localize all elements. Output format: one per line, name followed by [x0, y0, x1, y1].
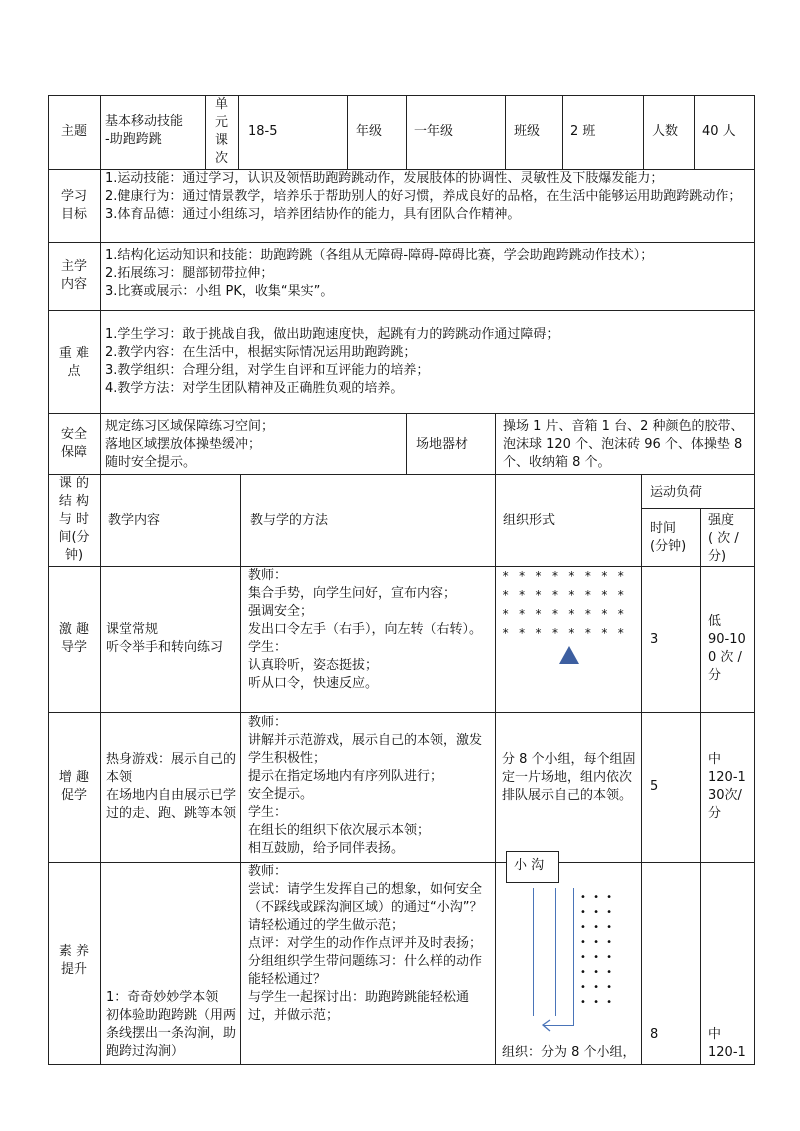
intensity-header: 强度 ( 次 / 分)	[708, 513, 739, 564]
stage-label: 素 养 提升	[58, 944, 90, 977]
grid-line	[48, 242, 755, 243]
ditch-line	[555, 888, 556, 1016]
grid-line	[505, 95, 506, 169]
method-text: 教师： 集合手势，向学生问好，宣布内容； 强调安全； 发出口令左手（右手），向左转（右转）。 学生： 认真聆听，姿态挺拔； 听从口令，快速反应。	[248, 568, 483, 691]
grid-line	[495, 413, 496, 474]
arrow-left-icon	[540, 1019, 552, 1032]
grid-line	[562, 95, 563, 169]
class-label: 班级	[514, 124, 541, 139]
grid-line	[48, 95, 49, 1064]
count-value: 40 人	[702, 124, 736, 139]
grid-line	[406, 413, 407, 474]
grid-line	[643, 95, 644, 169]
student-dots: • • • • • • • • • • • • • • • • • • • • • • • •	[580, 892, 615, 1008]
theme-value: 基本移动技能 -助跑跨跳	[105, 114, 184, 147]
count-label: 人数	[652, 124, 679, 139]
lane-line	[573, 888, 574, 1026]
unit-value: 18-5	[248, 124, 278, 139]
method-text: 教师： 讲解并示范游戏，展示自己的本领，激发学生积极性； 提示在指定场地内有序列队进行； 安全提示。 学生： 在组长的组织下依次展示本领； 相互鼓励，给予同伴表扬。	[248, 715, 483, 856]
grid-line	[238, 95, 239, 169]
grid-line	[694, 95, 695, 169]
intensity-value: 中 120-1 30次/ 分	[708, 752, 746, 821]
formation-row: * * * * * * * *	[502, 626, 626, 640]
structure-header: 课 的 结 构 与 时 间(分 钟)	[58, 476, 90, 563]
equipment-label: 场地器材	[416, 437, 469, 452]
teaching-content-header: 教学内容	[108, 513, 161, 528]
grid-line	[48, 712, 755, 713]
grid-line	[48, 1064, 755, 1065]
safety-label: 安全 保障	[60, 427, 87, 460]
method-text: 教师： 尝试：请学生发挥自己的想象，如何安全（不踩线或踩沟涧区域）的通过“小沟”？ 请轻松通过的学生做示范； 点评：对学生的动作作点评并及时表扬； 分组组织学生带问题练习：什么样的动作能轻松通过？ 与学生一起探讨出：助跑跨跳能轻松通过，并做示范；	[248, 864, 483, 1023]
grid-line	[48, 310, 755, 311]
goals-label: 学习 目标	[60, 189, 87, 222]
grid-line	[700, 508, 701, 1064]
grid-line	[641, 474, 642, 1064]
grid-line	[240, 474, 241, 1064]
grid-line	[48, 95, 755, 96]
time-value: 8	[650, 1027, 659, 1042]
grid-line	[641, 508, 755, 509]
grid-line	[495, 474, 496, 1064]
grade-value: 一年级	[414, 124, 454, 139]
time-header: 时间 (分钟)	[650, 521, 687, 554]
grid-line	[48, 413, 755, 414]
class-value: 2 班	[570, 124, 596, 139]
content-text: 1.结构化运动知识和技能：助跑跨跳（各组从无障碍-障碍-障碍比赛，学会助跑跨跳动作技术）； 2.拓展练习：腿部韧带拉伸； 3.比赛或展示：小组 PK，收集“果实”。	[105, 248, 654, 299]
teaching-content: 课堂常规 听令举手和转向练习	[106, 622, 224, 655]
teacher-triangle-icon	[558, 645, 580, 665]
grid-line	[754, 95, 755, 1064]
grid-line	[100, 95, 101, 1064]
load-header: 运动负荷	[650, 485, 703, 500]
formation-row: * * * * * * * *	[502, 607, 626, 621]
ditch-label: 小 沟	[514, 858, 545, 873]
stage-label: 增 趣 促学	[58, 770, 90, 803]
ditch-line	[533, 888, 534, 1016]
intensity-value: 低 90-10 0 次 / 分	[708, 614, 746, 683]
formation-row: * * * * * * * *	[502, 569, 626, 583]
time-value: 5	[650, 779, 659, 794]
intensity-value: 中 120-1	[708, 1027, 746, 1060]
formation-row: * * * * * * * *	[502, 588, 626, 602]
safety-text: 规定练习区域保障练习空间； 落地区域摆放体操垫缓冲； 随时安全提示。	[105, 419, 275, 470]
teaching-content: 热身游戏：展示自己的本领 在场地内自由展示已学过的走、跑、跳等本领	[106, 752, 237, 821]
theme-label: 主题	[60, 124, 87, 139]
key-points-text: 1.学生学习：敢于挑战自我，做出助跑速度快，起跳有力的跨跳动作通过障碍； 2.教学内容：在生活中，根据实际情况运用助跑跨跳； 3.教学组织：合理分组，对学生自评和互评能力的培养； 4.教学方法：对学生团队精神及正确胜负观的培养。	[105, 327, 560, 396]
time-value: 3	[650, 632, 659, 647]
organization-text: 组织：分为 8 个小组，	[502, 1045, 636, 1060]
teaching-content: 1：奇奇妙妙学本领 初体验助跑跨跳（用两条线摆出一条沟涧，助跑跨过沟涧）	[106, 990, 237, 1059]
stage-label: 激 趣 导学	[58, 622, 90, 655]
organization-header: 组织形式	[503, 513, 556, 528]
method-header: 教与学的方法	[250, 513, 329, 528]
equipment-text: 操场 1 片、音箱 1 台、2 种颜色的胶带、泡沫球 120 个、泡沫砖 96 个、体操垫 8 个、收纳箱 8 个。	[503, 419, 744, 470]
goals-text: 1.运动技能：通过学习，认识及领悟助跑跨跳动作，发展肢体的协调性、灵敏性及下肢爆发能力； 2.健康行为：通过情景教学，培养乐于帮助别人的好习惯，养成良好的品格，在生活中能够运用助跑跨跳动作； 3.体育品德：通过小组练习，培养团结协作的能力，具有团队合作精神。	[105, 171, 742, 222]
key-points-label: 重 难 点	[58, 346, 90, 379]
organization-text: 分 8 个小组，每个组固定一片场地，组内依次排队展示自己的本领。	[502, 752, 636, 803]
content-label: 主学 内容	[60, 259, 87, 292]
grid-line	[347, 95, 348, 169]
unit-label: 单 元 课 次	[214, 97, 228, 166]
grade-label: 年级	[356, 124, 383, 139]
grid-line	[48, 474, 755, 475]
grid-line	[406, 95, 407, 169]
